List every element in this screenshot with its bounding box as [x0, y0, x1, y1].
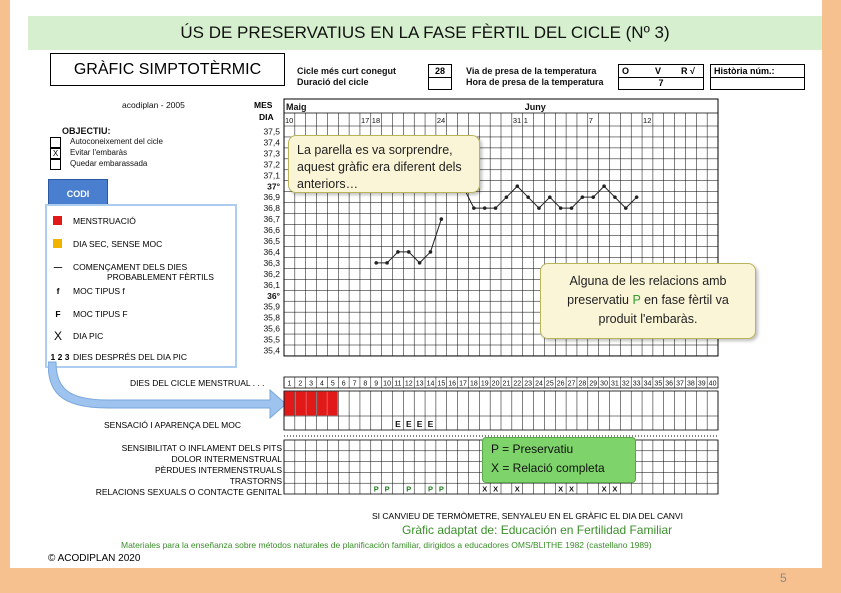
- temperature-tick: 36,8: [263, 203, 280, 214]
- temperature-point: [483, 206, 487, 210]
- temperature-tick: 36,5: [263, 236, 280, 246]
- temperature-tick: 36,1: [263, 279, 280, 290]
- temperature-tick: 35,6: [263, 323, 280, 334]
- cycle-day-label: 21: [502, 380, 511, 388]
- cycle-day-label: 3: [309, 380, 314, 388]
- legend-label: DIES DESPRÉS DEL DIA PIC: [73, 352, 187, 362]
- relation-mark: X: [569, 484, 575, 494]
- temperature-tick: 37,2: [263, 159, 280, 170]
- temperature-point: [526, 195, 530, 199]
- relation-mark: X: [493, 484, 499, 494]
- cicle-value: 28: [428, 64, 452, 78]
- relation-mark: X: [514, 484, 520, 494]
- extra-label: PÈRDUES INTERMENSTRUALS: [154, 465, 282, 475]
- callout-p-mark: P: [632, 293, 641, 307]
- temperature-point: [515, 184, 519, 188]
- menstruation-cell: [328, 392, 338, 416]
- via-option: V: [655, 66, 662, 76]
- cycle-day-label: 25: [545, 380, 554, 388]
- date-label: 18: [371, 116, 381, 125]
- cycle-day-label: 8: [363, 380, 368, 388]
- legend-label: PROBABLEMENT FÈRTILS: [107, 272, 214, 282]
- relation-mark: P: [438, 484, 444, 494]
- cicle-label: Cicle més curt conegut: [297, 66, 397, 76]
- cycle-day-label: 13: [415, 380, 424, 388]
- date-label: 7: [588, 116, 593, 125]
- temperature-point: [624, 206, 628, 210]
- callout-part: Alguna de les relacions amb preservatiu: [567, 274, 727, 307]
- temperature-tick: 36°: [267, 290, 280, 301]
- date-label: 10: [285, 116, 294, 125]
- relation-mark: P: [384, 484, 390, 494]
- menstruation-cell: [295, 392, 305, 416]
- via-option: R √: [681, 66, 695, 76]
- cycle-day-label: 39: [697, 380, 706, 388]
- cycle-day-label: 16: [448, 380, 457, 388]
- temperature-tick: 35,8: [263, 312, 280, 323]
- cycle-day-label: 9: [374, 380, 379, 388]
- legend-label: DIA PIC: [73, 331, 104, 341]
- temperature-point: [559, 206, 563, 210]
- temperature-tick: 35,4: [263, 345, 280, 356]
- key-relacio: X = Relació completa: [491, 461, 605, 475]
- date-label: 24: [436, 116, 446, 125]
- cycle-day-label: 11: [394, 380, 402, 388]
- footer-canvi: SI CANVIEU DE TERMÒMETRE, SENYALEU EN EL GRÀFIC EL DIA DEL CANVI: [372, 511, 683, 521]
- cycle-day-label: 20: [491, 380, 500, 388]
- temperature-point: [429, 250, 433, 254]
- cycle-day-label: 31: [611, 380, 619, 388]
- cycle-day-label: 17: [459, 380, 467, 388]
- page-number: 5: [780, 571, 787, 585]
- extra-label: SENSIBILITAT O INFLAMENT DELS PITS: [121, 443, 282, 453]
- extra-label: TRASTORNS: [229, 476, 282, 486]
- legend-label: COMENÇAMENT DELS DIES: [73, 262, 188, 272]
- mes-label: MES: [254, 100, 273, 110]
- temperature-tick: 35,5: [263, 334, 280, 345]
- cycle-day-label: 18: [469, 380, 478, 388]
- cycle-day-label: 2: [298, 380, 303, 388]
- extra-label: RELACIONS SEXUALS O CONTACTE GENITAL: [95, 487, 282, 497]
- menstruation-cell: [306, 392, 316, 416]
- temperature-segment1-line: [376, 219, 441, 263]
- cycle-day-label: 1: [287, 380, 292, 388]
- legend-label: MOC TIPUS F: [73, 309, 128, 319]
- relation-mark: X: [482, 484, 488, 494]
- chart-heading: GRÀFIC SIMPTOTÈRMIC: [50, 53, 285, 86]
- objectiu-item: Evitar l'embaràs: [70, 148, 128, 157]
- temperature-point: [418, 261, 422, 265]
- temperature-tick: 37,5: [263, 126, 280, 137]
- cycle-day-label: 33: [632, 380, 641, 388]
- cycle-day-label: 28: [578, 380, 587, 388]
- objectiu-checkbox: X: [50, 148, 61, 159]
- temperature-tick: 37,4: [263, 137, 280, 148]
- temperature-point: [537, 206, 541, 210]
- cycle-day-label: 23: [524, 380, 533, 388]
- cycle-day-label: 27: [567, 380, 576, 388]
- mucus-mark: E: [395, 419, 401, 429]
- via-label: Via de presa de la temperatura: [466, 66, 597, 76]
- footer-adaptat: Gràfic adaptat de: Educación en Fertilidad Familiar: [402, 523, 673, 537]
- temperature-point: [570, 206, 574, 210]
- temperature-tick: 36,7: [263, 214, 280, 225]
- cycle-day-label: 4: [320, 380, 324, 388]
- legend-label: MENSTRUACIÓ: [73, 216, 136, 226]
- relations-key: [482, 437, 636, 483]
- date-label: 12: [643, 116, 652, 125]
- cycle-day-label: 35: [654, 380, 663, 388]
- sensacio-label: SENSACIÓ I APARENÇA DEL MOC: [104, 420, 241, 430]
- month-label: Juny: [524, 102, 546, 112]
- mucus-mark: E: [405, 419, 412, 429]
- relation-mark: X: [612, 484, 618, 494]
- callout-text: La parella es va sorprendre, aquest gràfic era diferent dels anteriors…: [297, 143, 462, 191]
- moc-F-icon: F: [55, 309, 61, 319]
- callout-surprise: [288, 135, 480, 193]
- relation-mark: P: [427, 484, 433, 494]
- callout-part: en fase fèrtil va produit l'embaràs.: [598, 293, 729, 326]
- cycle-day-label: 6: [341, 380, 346, 388]
- moc-f-icon: f: [56, 286, 60, 296]
- cycle-day-label: 32: [621, 380, 630, 388]
- cycle-day-label: 38: [686, 380, 695, 388]
- temperature-point: [407, 250, 411, 254]
- temperature-point: [591, 195, 595, 199]
- temperature-tick: 36,9: [263, 192, 280, 203]
- historia-label: Història núm.:: [714, 66, 775, 76]
- temperature-tick: 36,6: [263, 225, 280, 236]
- temperature-point: [613, 195, 617, 199]
- relation-mark: P: [406, 484, 412, 494]
- dia-label: DIA: [259, 112, 274, 122]
- callout-text: [541, 264, 755, 337]
- dia-pic-icon: X: [53, 329, 62, 343]
- temperature-point: [440, 217, 444, 221]
- cycle-day-label: 10: [383, 380, 391, 388]
- cycle-day-label: 19: [480, 380, 489, 388]
- relation-mark: X: [558, 484, 564, 494]
- relation-mark: P: [373, 484, 379, 494]
- hora-value: 7: [618, 77, 704, 90]
- temperature-point: [602, 184, 606, 188]
- callout-pregnancy: [540, 263, 756, 339]
- via-option: O: [622, 66, 630, 76]
- cycle-day-label: 14: [426, 380, 435, 388]
- durada-label: Duració del cicle: [297, 77, 369, 87]
- objectiu-item: Autoconeixement del cicle: [70, 137, 163, 146]
- key-preservatiu: P = Preservatiu: [491, 442, 574, 456]
- menstruation-cell: [317, 392, 327, 416]
- footer-copyright: © ACODIPLAN 2020: [48, 553, 141, 564]
- cycle-day-label: 26: [556, 380, 565, 388]
- cycle-day-label: 7: [352, 380, 357, 388]
- legend-label: DIA SEC, SENSE MOC: [73, 239, 163, 249]
- date-label: 31: [512, 116, 522, 125]
- temperature-tick: 35,9: [263, 301, 280, 312]
- objectiu-label: OBJECTIU:: [62, 126, 111, 136]
- temperature-tick: 37,3: [263, 148, 280, 159]
- dash-icon: —: [53, 262, 63, 272]
- cycle-day-label: 29: [589, 380, 598, 388]
- page-title: ÚS DE PRESERVATIUS EN LA FASE FÈRTIL DEL CICLE (Nº 3): [180, 23, 670, 42]
- date-label: 1: [523, 116, 528, 125]
- mucus-mark: E: [416, 419, 423, 429]
- temperature-point: [374, 261, 378, 265]
- relation-mark: X: [601, 484, 607, 494]
- objectiu-item: Quedar embarassada: [70, 159, 148, 168]
- temperature-point: [581, 195, 585, 199]
- cycle-day-label: 34: [643, 380, 652, 388]
- temperature-point: [635, 195, 639, 199]
- legend-label: MOC TIPUS f: [73, 286, 125, 296]
- temperature-tick: 36,2: [263, 268, 280, 279]
- mucus-mark: E: [427, 419, 434, 429]
- temperature-point: [548, 195, 552, 199]
- menstruation-cell: [285, 392, 295, 416]
- cycle-day-label: 36: [665, 380, 674, 388]
- dies-cicle-label: DIES DEL CICLE MENSTRUAL . . .: [130, 378, 265, 388]
- date-label: 17: [360, 116, 370, 125]
- cycle-day-label: 30: [600, 380, 608, 388]
- extra-label: DOLOR INTERMENSTRUAL: [171, 454, 282, 464]
- cycle-day-label: 37: [676, 380, 684, 388]
- cycle-day-label: 24: [535, 380, 543, 388]
- cycle-day-label: 5: [330, 380, 335, 388]
- footer-materiales: Materiales para la enseñanza sobre métodos naturales de planificación familiar, dirigidos a educadores OMS/BLITHE 1982 (castellano 1989): [121, 540, 652, 550]
- temperature-point: [505, 195, 509, 199]
- cycle-day-label: 15: [437, 380, 446, 388]
- temperature-point: [385, 261, 389, 265]
- cycle-day-label: 40: [708, 380, 717, 388]
- dies-despres-icon: 1 2 3: [50, 352, 70, 362]
- month-label: Maig: [286, 102, 307, 112]
- cycle-day-label: 22: [513, 380, 522, 388]
- temperature-point: [472, 206, 476, 210]
- temperature-tick: 37,1: [263, 170, 280, 181]
- slide: [10, 0, 822, 568]
- temperature-tick: 36,3: [263, 257, 280, 268]
- hora-label: Hora de presa de la temperatura: [466, 77, 604, 87]
- temperature-point: [396, 250, 400, 254]
- temperature-tick: 36,4: [263, 246, 280, 257]
- temperature-tick: 37°: [267, 181, 280, 192]
- codi-label: CODI: [48, 179, 108, 209]
- temperature-point: [494, 206, 498, 210]
- credit: acodiplan - 2005: [122, 100, 185, 110]
- cycle-day-label: 12: [404, 380, 413, 388]
